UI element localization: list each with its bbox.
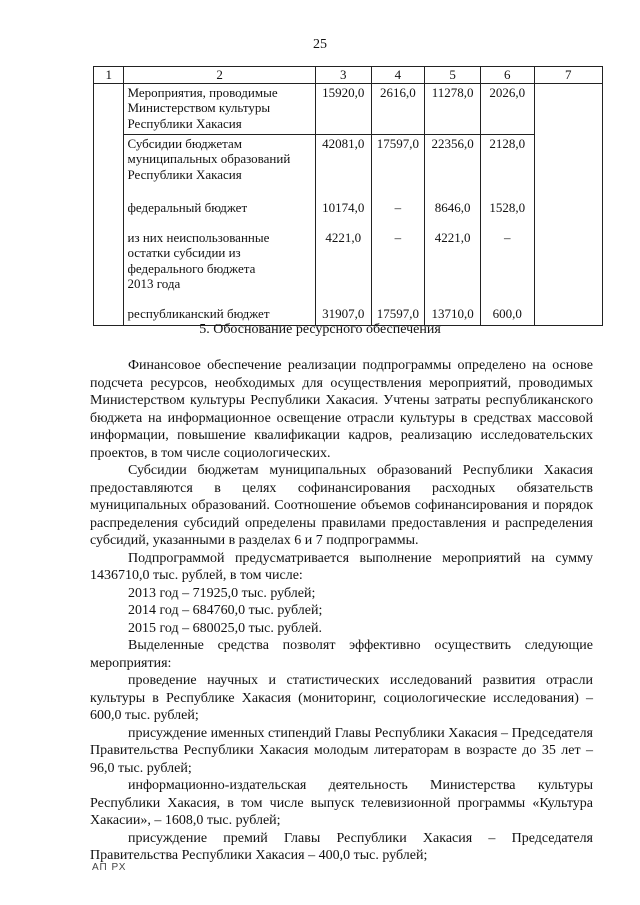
paragraph: 2013 год – 71925,0 тыс. рублей;: [128, 585, 316, 601]
budget-table: [93, 66, 603, 326]
paragraph: Выделенные средства позволят эффективно осуществить следующие мероприятия:: [90, 638, 593, 671]
paragraph: 2014 год – 684760,0 тыс. рублей;: [128, 603, 323, 618]
value-cell: 1528,0: [480, 199, 534, 229]
value-cell: –: [480, 229, 534, 305]
value-cell: 4221,0: [425, 229, 481, 305]
page-number: 25: [313, 37, 327, 52]
header-cell-2: 2: [124, 67, 315, 84]
value-cell: 8646,0: [425, 199, 481, 229]
row-label-cell: республиканский бюджет: [124, 305, 315, 326]
table-row-unused-remainder: [94, 229, 603, 305]
row-number-cell: [94, 83, 124, 325]
header-cell-5: 5: [425, 67, 481, 84]
value-cell: 2616,0: [371, 83, 425, 134]
paragraph: 2015 год – 680025,0 тыс. рублей.: [128, 620, 322, 636]
value-cell: 15920,0: [315, 83, 371, 134]
value-cell: 600,0: [480, 305, 534, 326]
body-text: [90, 357, 593, 865]
value-cell: 17597,0: [371, 305, 425, 326]
value-cell: 2026,0: [480, 83, 534, 134]
value-cell: 4221,0: [315, 229, 371, 305]
value-cell: 2128,0: [480, 134, 534, 199]
value-cell: –: [371, 199, 425, 229]
value-cell: 11278,0: [425, 83, 481, 134]
row-label-cell: Субсидии бюджетам муниципальных образований Республики Хакасия: [124, 134, 315, 199]
table-header-row: [94, 67, 603, 84]
paragraph: Подпрограммой предусматривается выполнение мероприятий на сумму 1436710,0 тыс. рублей, в том числе:: [90, 550, 593, 583]
table-row-subsidies: [94, 134, 603, 199]
value-cell: 17597,0: [371, 134, 425, 199]
value-cell: 13710,0: [425, 305, 481, 326]
header-cell-7: 7: [534, 67, 602, 84]
paragraph: информационно-издательская деятельность Министерства культуры Республики Хакасия, в том числе выпуск телевизионной программы «Культура Хакасии», – 1608,0 тыс. рублей;: [90, 778, 593, 828]
header-cell-3: 3: [315, 67, 371, 84]
value-cell: 42081,0: [315, 134, 371, 199]
value-cell: 31907,0: [315, 305, 371, 326]
row-label-cell: Мероприятия, проводимые Министерством культуры Республики Хакасия: [124, 83, 315, 134]
paragraph: Финансовое обеспечение реализации подпрограммы определено на основе подсчета ресурсов, необходимых для осуществления мероприятий, проводимых Министерством культуры Республики Хакасия. Учтены затраты республиканского бюджета на информационное освещение отрасли культуры в средствах массовой информации, повышение квалификации кадров, реализацию исследовательских проектов, в том числе социологических.: [90, 358, 593, 461]
paragraph: присуждение премий Главы Республики Хакасия – Председателя Правительства Республики Хакасия – 400,0 тыс. рублей;: [90, 830, 593, 863]
paragraph: присуждение именных стипендий Главы Республики Хакасия – Председателя Правительства Республики Хакасия молодым литераторам в возрасте до 35 лет – 96,0 тыс. рублей;: [90, 725, 593, 776]
value-cell: –: [371, 229, 425, 305]
row-label-cell: федеральный бюджет: [124, 199, 315, 229]
header-cell-6: 6: [480, 67, 534, 84]
section-title: 5. Обоснование ресурсного обеспечения: [199, 322, 441, 337]
notes-cell: [534, 83, 602, 325]
row-label-cell: из них неиспользованные остатки субсидии из федерального бюджета 2013 года: [124, 229, 315, 305]
table-row-federal-budget: [94, 199, 603, 229]
footer-mark: АП РХ: [92, 862, 127, 873]
value-cell: 22356,0: [425, 134, 481, 199]
paragraph: проведение научных и статистических исследований развития отрасли культуры в Республике Хакасия (мониторинг, социологические исследования) – 600,0 тыс. рублей;: [90, 673, 593, 723]
value-cell: 10174,0: [315, 199, 371, 229]
header-cell-4: 4: [371, 67, 425, 84]
header-cell-1: 1: [94, 67, 124, 84]
table-row-ministry-events: [94, 83, 603, 134]
paragraph: Субсидии бюджетам муниципальных образований Республики Хакасия предоставляются в целях софинансирования расходных обязательств муниципальных образований. Соотношение объемов софинансирования и порядок распределения субсидий определены правилами предоставления и распределения субсидий, указанными в разделах 6 и 7 подпрограммы.: [90, 463, 593, 548]
